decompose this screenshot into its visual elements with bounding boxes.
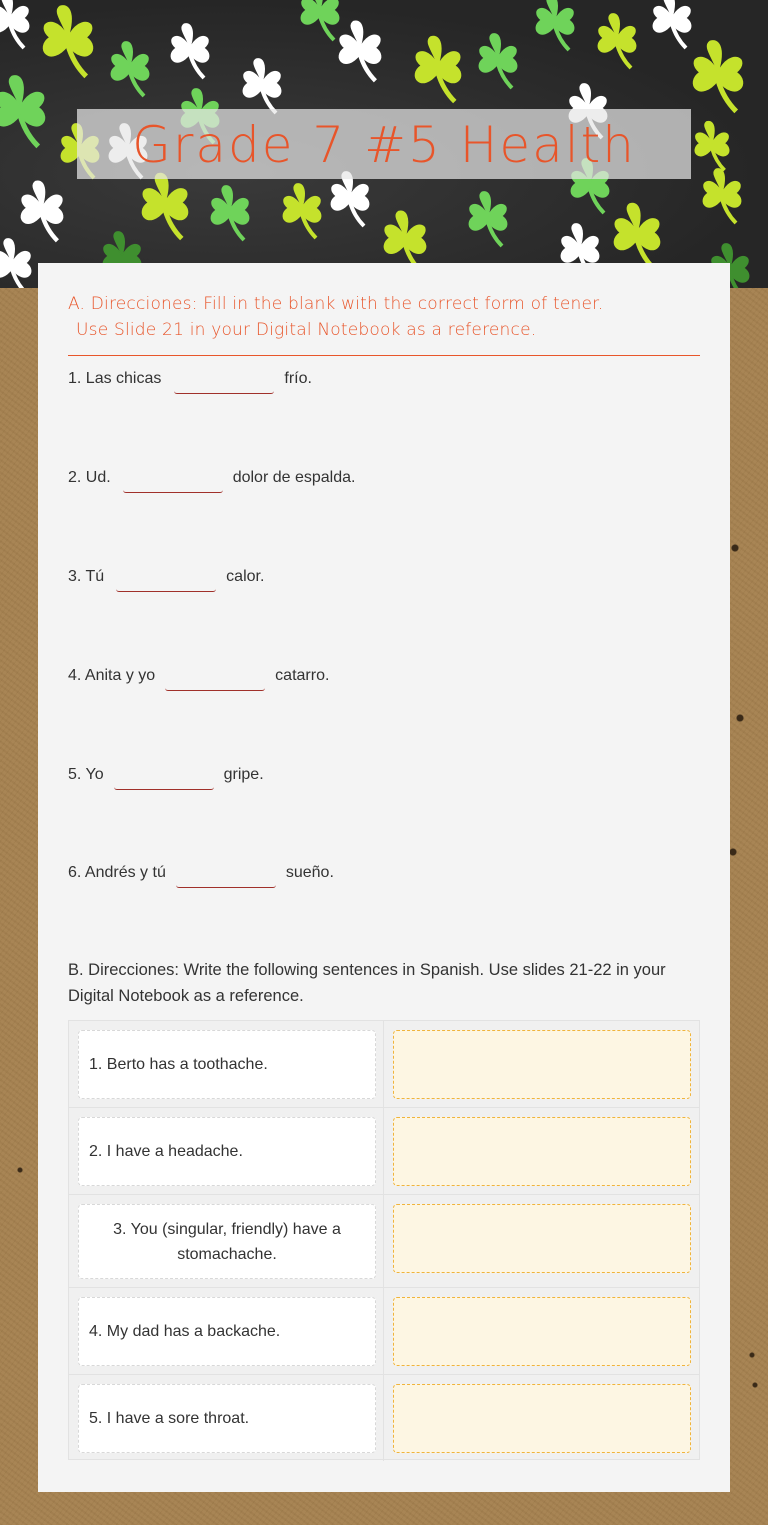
column-divider (383, 1021, 384, 1107)
translation-row-1 (69, 1021, 699, 1108)
fill-item-after: frío. (284, 370, 312, 387)
translation-row-2 (69, 1108, 699, 1195)
fill-item-4 (68, 667, 329, 691)
section-a-line-1: A. Direcciones: Fill in the blank with the correct form of tener. (68, 294, 604, 314)
answer-input[interactable] (393, 1297, 691, 1366)
fill-blank-input[interactable] (123, 469, 223, 493)
fill-item-before: 1. Las chicas (68, 370, 162, 387)
fill-item-after: dolor de espalda. (232, 469, 356, 486)
fill-item-3 (68, 568, 264, 592)
prompt-card: 4. My dad has a backache. (78, 1297, 376, 1366)
prompt-card: 1. Berto has a toothache. (78, 1030, 376, 1099)
fill-item-before: 2. Ud. (68, 469, 111, 486)
answer-input[interactable] (393, 1030, 691, 1099)
worksheet-card (38, 263, 730, 1492)
fill-item-before: 6. Andrés y tú (68, 864, 166, 881)
column-divider (383, 1288, 384, 1374)
fill-item-6 (68, 864, 334, 888)
fill-item-5 (68, 766, 264, 790)
section-b-instructions: B. Direcciones: Write the following sentences in Spanish. Use slides 21-22 in your Digital Notebook as a reference. (68, 961, 666, 1005)
translation-row-4 (69, 1288, 699, 1375)
column-divider (383, 1195, 384, 1287)
answer-input[interactable] (393, 1117, 691, 1186)
fill-item-after: sueño. (285, 864, 334, 881)
fill-item-1 (68, 370, 312, 394)
section-a-instructions (68, 291, 700, 343)
fill-item-before: 4. Anita y yo (68, 667, 156, 684)
fill-blank-input[interactable] (114, 766, 214, 790)
page-title: Grade 7 #5 Health (132, 116, 636, 174)
fill-item-after: gripe. (223, 766, 264, 783)
section-divider (68, 355, 700, 356)
section-a-line-2: Use Slide 21 in your Digital Notebook as a reference. (76, 320, 537, 340)
fill-item-before: 3. Tú (68, 568, 105, 585)
fill-item-before: 5. Yo (68, 766, 104, 783)
column-divider (383, 1108, 384, 1194)
fill-blank-input[interactable] (116, 568, 216, 592)
fill-blank-input[interactable] (174, 370, 274, 394)
title-band (77, 109, 691, 179)
fill-item-2 (68, 469, 355, 493)
fill-item-after: catarro. (275, 667, 330, 684)
column-divider (383, 1375, 384, 1461)
translation-grid (68, 1020, 700, 1460)
prompt-card: 2. I have a headache. (78, 1117, 376, 1186)
translation-row-3 (69, 1195, 699, 1288)
fill-item-after: calor. (226, 568, 265, 585)
answer-input[interactable] (393, 1204, 691, 1273)
prompt-card: 5. I have a sore throat. (78, 1384, 376, 1453)
fill-blank-input[interactable] (176, 864, 276, 888)
answer-input[interactable] (393, 1384, 691, 1453)
prompt-card: 3. You (singular, friendly) have a stomachache. (78, 1204, 376, 1279)
fill-blank-input[interactable] (165, 667, 265, 691)
translation-row-5 (69, 1375, 699, 1461)
header-banner (0, 0, 768, 288)
